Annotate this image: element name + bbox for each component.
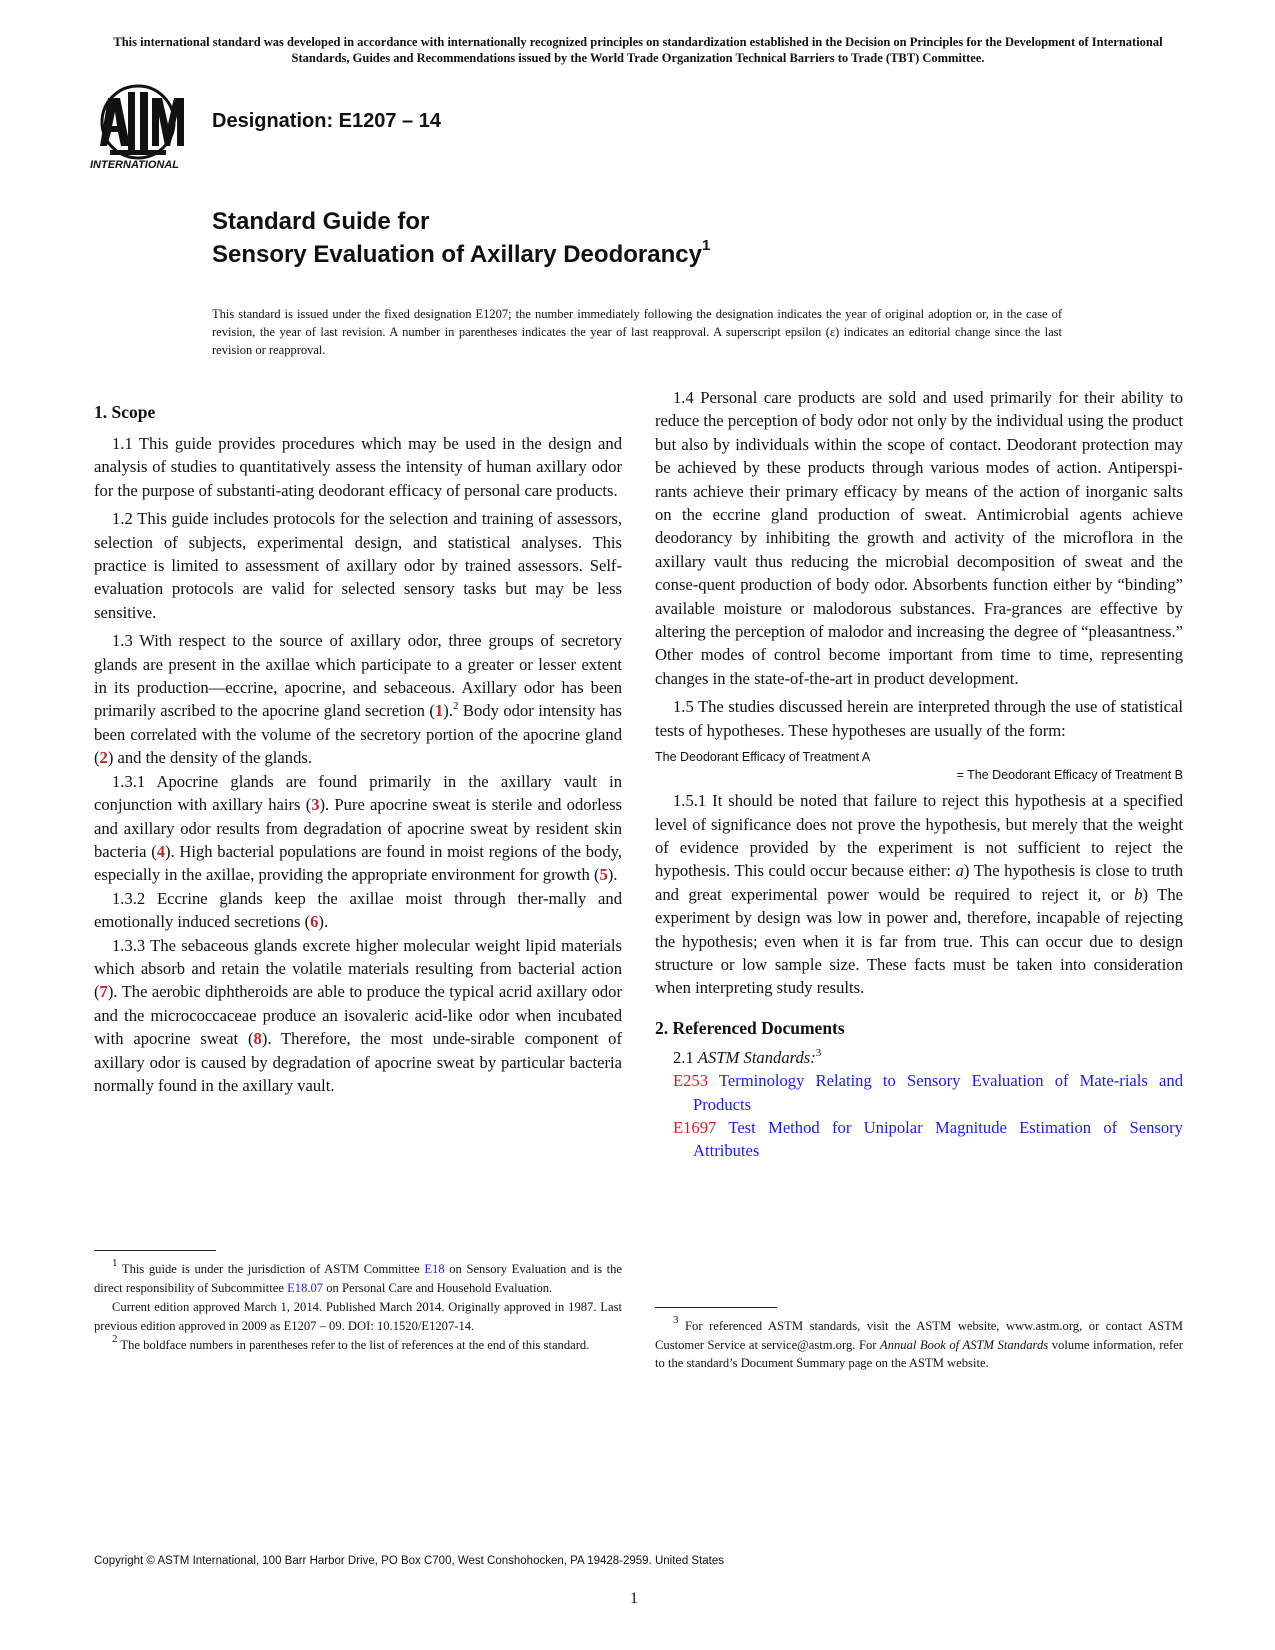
reference-title-e1697[interactable]: Test Method for Unipolar Magnitude Estimation of Sensory Attributes — [693, 1117, 1183, 1161]
page-number: 1 — [630, 1590, 638, 1607]
reference-link-1[interactable]: 1 — [434, 701, 444, 721]
footnote-divider-left — [94, 1250, 216, 1251]
reference-e1697[interactable] — [655, 1116, 1183, 1163]
hypothesis-line-1: The Deodorant Efficacy of Treatment A — [655, 750, 871, 765]
footnotes-right — [655, 1314, 1183, 1373]
section-2-heading: 2. Referenced Documents — [655, 1017, 845, 1038]
reference-link-3[interactable]: 3 — [311, 795, 320, 815]
reference-title-e253[interactable]: Terminology Relating to Sensory Evaluation of Mate-rials and Products — [693, 1071, 1183, 1114]
footnote-1-current-edition: Current edition approved March 1, 2014. Published March 2014. Originally approved in 1987. Last previous edition approved in 2009 as E1207 – 09. DOI: 10.1520/E1207-14. — [94, 1300, 622, 1333]
footnote-2: $^2$ The boldface numbers in parentheses refer to the list of references at the end of this standard. — [112, 1333, 590, 1352]
svg-text:INTERNATIONAL: INTERNATIONAL — [90, 159, 180, 171]
reference-code-e1697[interactable]: E1697 — [673, 1117, 717, 1137]
para-1-3-3: 1.3.3 The sebaceous glands excrete higher molecular weight lipid materials which absorb and retain the volatile materials resulting from bacterial action (7). The aerobic diphtheroids are able to produce the typical acrid axillary odor and the micrococcaceae produce an isovaleric acid-like odor when incubated with apocrine sweat (8). Therefore, the most unde-sirable component of axillary odor is caused by degradation of apocrine sweat by particular bacteria normally found in the axillary vault. — [94, 935, 622, 1095]
para-1-2: 1.2 This guide includes protocols for the selection and training of assessors, selection of subjects, experimental design, and statistical analyses. This practice is limited to assessment of axillary odor by trained assessors. Self-evaluation protocols are valid for selected sensory tasks but may be less sensitive. — [94, 509, 622, 622]
issued-note: This standard is issued under the fixed designation E1207; the number immediately following the designation indicates the year of original adoption or, in the case of revision, the year of last revision. A number in parentheses indicates the year of last reapproval. A superscript epsilon (ε) indicates an editorial change since the last revision or reapproval. — [212, 307, 1062, 357]
section-1-heading: 1. Scope — [94, 402, 156, 422]
para-1-1: 1.1 This guide provides procedures which may be used in the design and analysis of studies to quantitatively assess the intensity of human axillary odor for the purpose of substanti-ating deodorant efficacy of personal care products. — [94, 434, 622, 500]
title-line-2: Sensory Evaluation of Axillary Deodorancy$^1$ — [212, 237, 711, 268]
para-1-5: 1.5 The studies discussed herein are interpreted through the use of statistical tests of hypotheses. These hypotheses are usually of the form: — [655, 697, 1183, 740]
para-1-4: 1.4 Personal care products are sold and used primarily for their ability to reduce the perception of body odor not only by the individual using the product but also by individuals within the scope of contact. Deodorant protection may be achieved by these products through various modes of action. Antiperspi-rants achieve their primary efficacy by means of the action of inorganic salts on the eccrine gland production of sweat. Antimicrobial agents achieve deodorancy by inhibiting the growth and activity of the microflora in the axillary vault thus reducing the microbial decomposition of sweat and the conse-quent production of body odor. Absorbents function either by “binding” available moisture or malodorous substances. Fra-grances are effective by altering the perception of malodor and increasing the degree of “pleasantness.” Other modes of control become important from time to time, representing changes in the state-of-the-art in product development. — [655, 388, 1183, 688]
footnote-mark-2: 2 — [452, 700, 459, 713]
footnotes-left — [94, 1257, 623, 1355]
document-title — [212, 205, 710, 271]
title-line-1: Standard Guide for — [212, 208, 430, 235]
title-footnote-mark: 1 — [701, 237, 711, 254]
footnote-divider-right — [655, 1307, 777, 1308]
wto-notice: This international standard was developed in accordance with internationally recognized principles on standardization established in the Decision on Principles for the Development of International Standards, Guides and Recommendations issued by the World Trade Organization Technical Barriers to Trade (TBT) Committee. — [113, 35, 1163, 65]
para-1-3-1: 1.3.1 Apocrine glands are found primarily in the axillary vault in conjunction with axillary hairs (3). Pure apocrine sweat is sterile and odorless and axillary odor results from degradation of apocrine sweat by resident skin bacteria (4). High bacterial populations are found in moist regions of the body, especially in the axillae, providing the appropriate environment for growth (5). — [94, 771, 622, 885]
astm-logo — [90, 84, 200, 174]
para-1-3-2: 1.3.2 Eccrine glands keep the axillae moist through ther-mally and emotionally induced secretions (6). — [94, 888, 622, 932]
astm-logo-icon — [90, 84, 200, 176]
para-1-5-1: 1.5.1 It should be noted that failure to reject this hypothesis at a specified level of significance does not prove the hypothesis, but merely that the weight of evidence provided by the experiment is not sufficient to reject the hypothesis. This could occur because either: a) The hypothesis is close to truth and great experimental power would be required to reject it, or b) The experiment by design was low in power and, therefore, incapable of rejecting the hypothesis; even when it is far from true. This can occur due to design structure or low sample size. These facts must be taken into consideration when interpreting study results. — [655, 791, 1184, 998]
committee-e18-link[interactable]: E18 — [424, 1262, 445, 1276]
reference-link-8[interactable]: 8 — [253, 1029, 262, 1049]
designation: Designation: E1207 – 14 — [212, 110, 441, 132]
reference-link-7[interactable]: 7 — [99, 982, 108, 1002]
para-1-3: 1.3 With respect to the source of axillary odor, three groups of secretory glands are present in the axillae which participate to a greater or lesser extent in its production—eccrine, apocrine, and sebaceous. Axillary odor has been primarily ascribed to the apocrine gland secretion (1).$^2$ Body odor intensity has been correlated with the volume of the secretory portion of the apocrine gland (2) and the density of the glands. — [94, 631, 622, 768]
left-column — [94, 400, 622, 1097]
copyright-line: Copyright © ASTM International, 100 Barr Harbor Drive, PO Box C700, West Conshohocken, PA 19428-2959. United States — [94, 1555, 725, 1567]
footnote-1: $^1$ This guide is under the jurisdiction of ASTM Committee E18 on Sensory Evaluation and is the direct responsibility of Subcommittee E18.07 on Personal Care and Household Evaluation. — [94, 1257, 623, 1295]
reference-link-6[interactable]: 6 — [310, 912, 319, 932]
subcommittee-e18-07-link[interactable]: E18.07 — [287, 1280, 324, 1295]
reference-code-e253[interactable]: E253 — [673, 1071, 709, 1091]
reference-link-5[interactable]: 5 — [599, 865, 608, 885]
footnote-mark-3: 3 — [815, 1046, 822, 1059]
right-column — [655, 388, 1184, 1163]
para-2-1: 2.1 ASTM Standards:$^3$ — [673, 1046, 822, 1067]
hypothesis-line-2: = The Deodorant Efficacy of Treatment B — [956, 768, 1183, 783]
reference-e253[interactable] — [655, 1069, 1183, 1116]
reference-link-4[interactable]: 4 — [156, 841, 166, 861]
footnote-3: $^3$ For referenced ASTM standards, visit the ASTM website, www.astm.org, or contact ASTM Customer Service at service@astm.org. For Annual Book of ASTM Standards volume information, refer to the standard’s Document Summary page on the ASTM website. — [655, 1314, 1183, 1370]
reference-link-2[interactable]: 2 — [99, 748, 108, 768]
